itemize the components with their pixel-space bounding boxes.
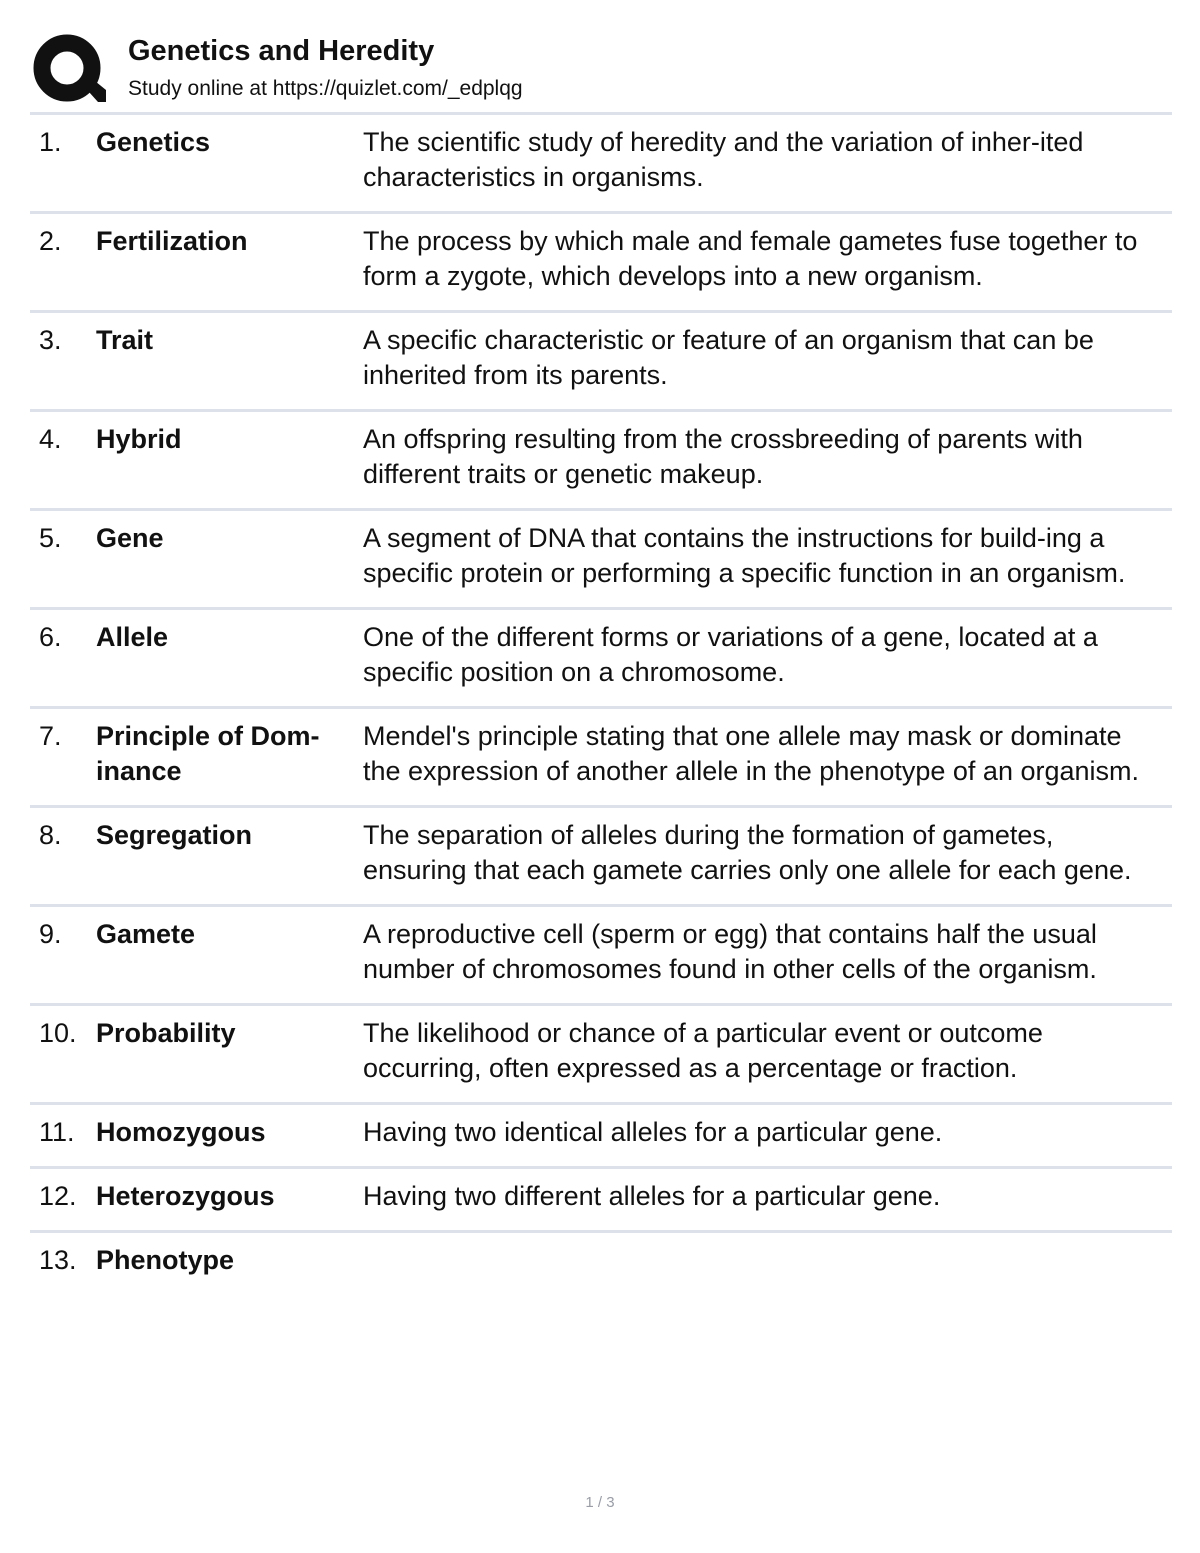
card-number: 1.: [39, 127, 62, 157]
card-number: 4.: [39, 424, 62, 454]
card-definition: [363, 1243, 1163, 1278]
card-term: Heterozygous: [96, 1181, 275, 1211]
flashcard-row: [30, 1006, 1172, 1105]
card-number: 5.: [39, 523, 62, 553]
set-title: Genetics and Heredity: [128, 35, 435, 67]
card-number: 7.: [39, 721, 62, 751]
flashcard-row: [30, 709, 1172, 808]
card-definition: An offspring resulting from the crossbreeding of parents with different traits or genetic makeup.: [363, 424, 1083, 489]
flashcard-row: [30, 1169, 1172, 1233]
card-term: Principle of Dom-inance: [96, 721, 320, 786]
card-definition: Having two identical alleles for a particular gene.: [363, 1117, 943, 1147]
card-term: Genetics: [96, 127, 211, 157]
card-term: Probability: [96, 1018, 236, 1048]
quizlet-q-logo-icon: [30, 32, 106, 108]
card-term: Homozygous: [96, 1117, 266, 1147]
flashcard-row: [30, 511, 1172, 610]
card-definition: The likelihood or chance of a particular event or outcome occurring, often expressed as a percentage or fraction.: [363, 1018, 1043, 1083]
flashcard-row: [30, 610, 1172, 709]
card-number: 10.: [39, 1018, 77, 1048]
card-number: 12.: [39, 1181, 77, 1211]
card-term: Segregation: [96, 820, 253, 850]
page-number: 1 / 3: [585, 1494, 615, 1511]
card-definition: Mendel's principle stating that one allele may mask or dominate the expression of another allele in the phenotype of an organism.: [363, 721, 1140, 786]
card-definition: A segment of DNA that contains the instructions for build-ing a specific protein or performing a specific function in an organism.: [363, 523, 1126, 588]
flashcard-row: [30, 214, 1172, 313]
card-number: 6.: [39, 622, 62, 652]
card-term: Hybrid: [96, 424, 182, 454]
card-definition: The separation of alleles during the formation of gametes, ensuring that each gamete carries only one allele for each gene.: [363, 820, 1132, 885]
card-number: 9.: [39, 919, 62, 949]
flashcard-row: [30, 313, 1172, 412]
flashcard-row: [30, 907, 1172, 1006]
flashcard-row: [30, 1105, 1172, 1169]
card-number: 2.: [39, 226, 62, 256]
card-number: 3.: [39, 325, 62, 355]
flashcard-row: [30, 808, 1172, 907]
card-definition: The process by which male and female gametes fuse together to form a zygote, which develops into a new organism.: [363, 226, 1138, 291]
card-term: Allele: [96, 622, 169, 652]
page-header: [30, 28, 1172, 112]
card-term: Gamete: [96, 919, 196, 949]
card-term: Trait: [96, 325, 154, 355]
flashcard-row: [30, 412, 1172, 511]
card-definition: Having two different alleles for a particular gene.: [363, 1181, 941, 1211]
flashcard-list: [30, 115, 1172, 1294]
card-term: Phenotype: [96, 1245, 235, 1275]
card-number: 8.: [39, 820, 62, 850]
flashcard-row: [30, 115, 1172, 214]
card-term: Gene: [96, 523, 164, 553]
card-definition: A reproductive cell (sperm or egg) that contains half the usual number of chromosomes found in other cells of the organism.: [363, 919, 1097, 984]
card-term: Fertilization: [96, 226, 248, 256]
card-number: 11.: [39, 1117, 75, 1147]
card-number: 13.: [39, 1245, 77, 1275]
card-definition: The scientific study of heredity and the variation of inher-ited characteristics in organisms.: [363, 127, 1084, 192]
card-definition: One of the different forms or variations of a gene, located at a specific position on a chromosome.: [363, 622, 1098, 687]
flashcard-row: [30, 1233, 1172, 1294]
study-online-link[interactable]: Study online at https://quizlet.com/_edplqg: [128, 77, 523, 100]
card-definition: A specific characteristic or feature of an organism that can be inherited from its parents.: [363, 325, 1094, 390]
